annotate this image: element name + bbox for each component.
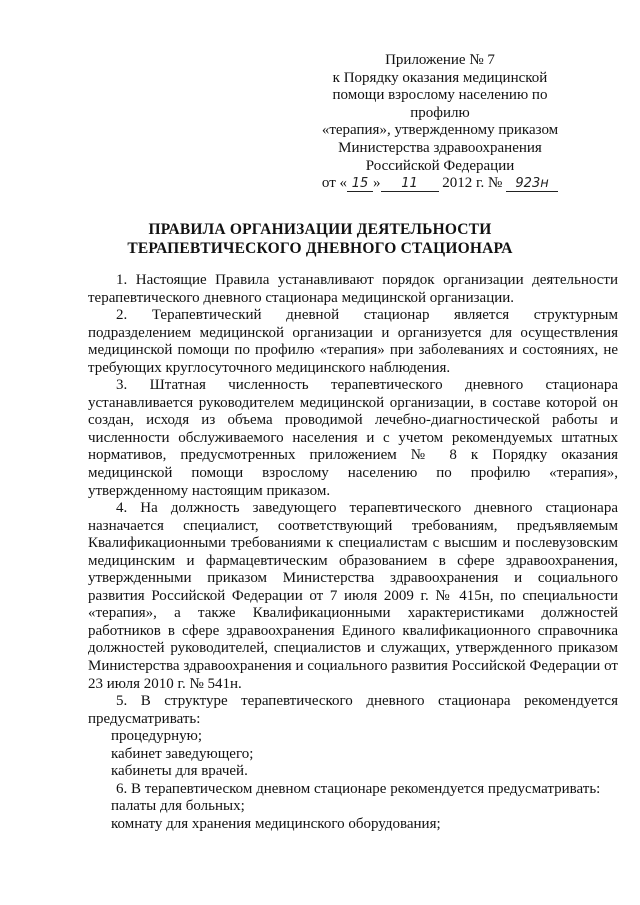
document-title [0,220,640,258]
date-mid: » [373,175,381,192]
handwritten-order-number: 923н [506,177,558,192]
list-item: палаты для больных; [111,798,245,815]
appendix-line: к Порядку оказания медицинской [332,69,548,86]
appendix-line: Российской Федерации [365,157,515,174]
list-item: кабинеты для врачей. [111,763,248,780]
appendix-line: Приложение № 7 [385,52,495,68]
title-line-1: ПРАВИЛА ОРГАНИЗАЦИИ ДЕЯТЕЛЬНОСТИ [148,221,492,238]
list-item: кабинет заведующего; [111,745,254,762]
appendix-line: помощи взрослому населению по профилю [332,87,548,121]
list-item: процедурную; [111,728,203,745]
handwritten-month: 11 [381,177,439,192]
appendix-line: Министерства здравоохранения [338,139,542,156]
paragraph-5: 5. В структуре терапевтического дневного стационара рекомендуется предусматривать: [88,693,618,727]
order-date-line [310,175,570,193]
appendix-line: «терапия», утвержденному приказом [321,122,559,139]
title-line-2: ТЕРАПЕВТИЧЕСКОГО ДНЕВНОГО СТАЦИОНАРА [127,240,513,257]
date-year: 2012 г. № [442,175,503,192]
handwritten-day: 15 [347,177,373,192]
list-item: комнату для хранения медицинского оборудования; [111,815,441,832]
appendix-header [310,52,570,193]
paragraph-1: 1. Настоящие Правила устанавливают порядок организации деятельности терапевтического дневного стационара медицинской организации. [88,272,618,306]
document-body [88,272,618,834]
paragraph-3: 3. Штатная численность терапевтического дневного стационара устанавливается руководителем медицинской организации, в составе которой он создан, исходя из объема проводимой лечебно-диагностической работы и численности обслуживаемого населения и с учетом рекомендуемых штатных нормативов, предусмотренных приложением № 8 к Порядку оказания медицинской помощи взрослому населению по профилю «терапия», утвержденному настоящим приказом. [88,377,618,499]
date-prefix: от « [321,175,348,192]
paragraph-4: 4. На должность заведующего терапевтического дневного стационара назначается специалист, соответствующий требованиям, предъявляемым Квалификационными требованиями к специалистам с высшим и послевузовским медицинским и фармацевтическим образованием в сфере здравоохранения, утвержденными приказом Министерства здравоохранения и социального развития Российской Федерации от 7 июля 2009 г. № 415н, по специальности «терапия», а также Квалификационными характеристиками должностей работников в сфере здравоохранения Единого квалификационного справочника должностей руководителей, специалистов и служащих, утвержденного приказом Министерства здравоохранения и социального развития Российской Федерации от 23 июля 2010 г. № 541н. [88,500,618,692]
paragraph-6: 6. В терапевтическом дневном стационаре рекомендуется предусматривать: [116,780,601,797]
paragraph-2: 2. Терапевтический дневной стационар является структурным подразделением медицинской организации и организуется для осуществления медицинской помощи по профилю «терапия» при заболеваниях и состояниях, не требующих круглосуточного медицинского наблюдения. [88,307,618,376]
